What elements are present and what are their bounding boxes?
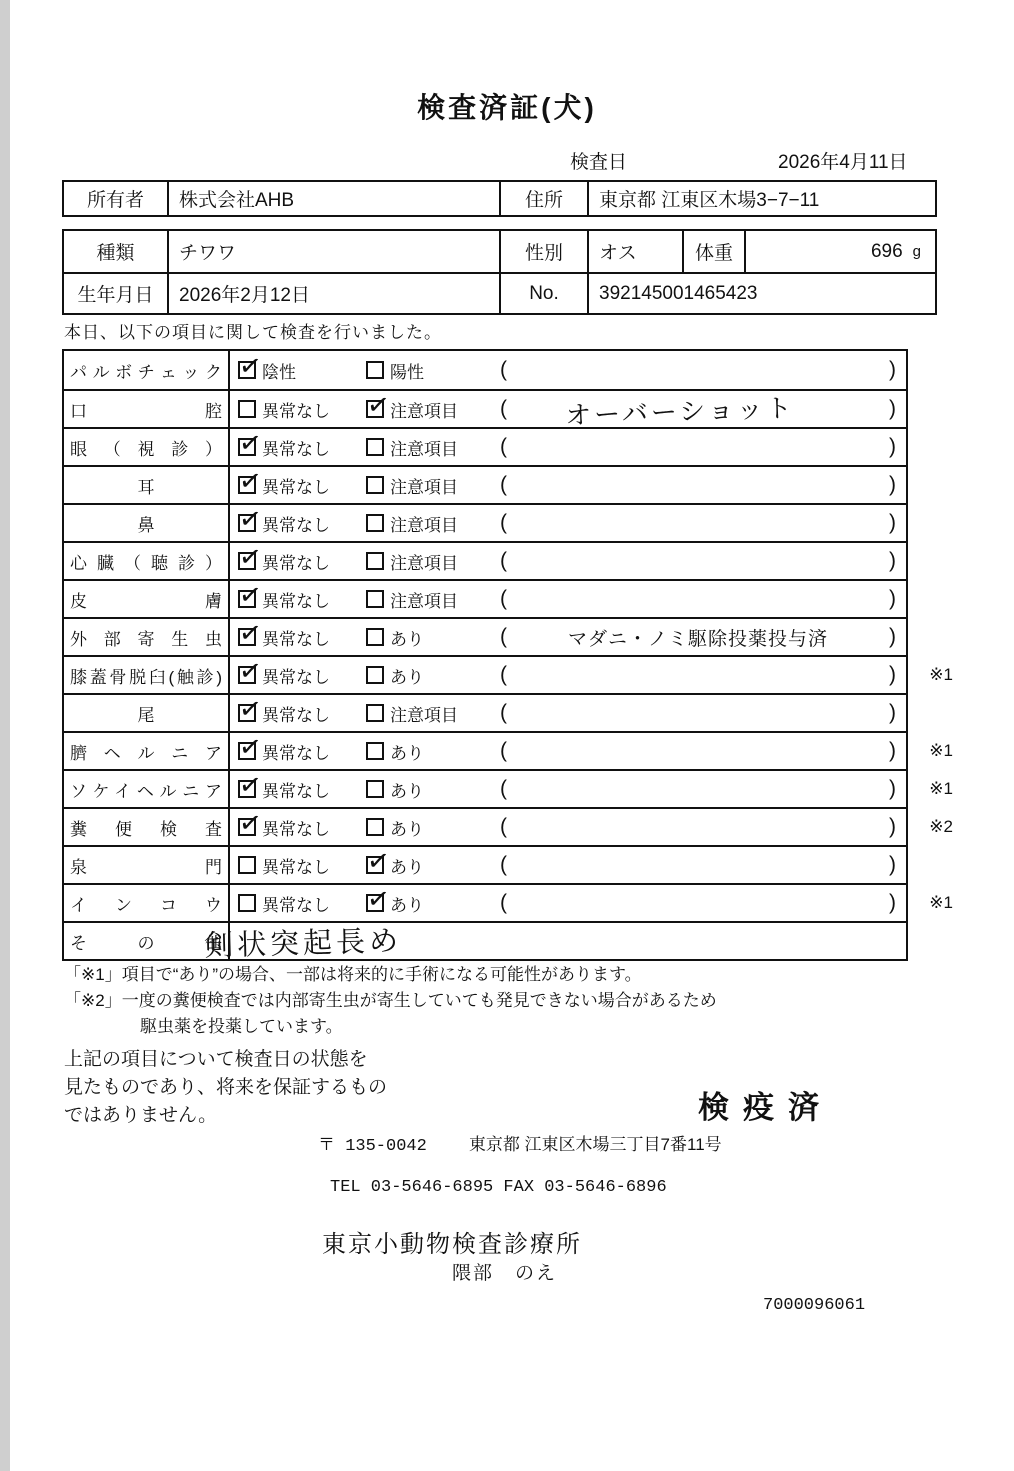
checkbox-option <box>230 701 362 726</box>
disclaimer-text <box>64 1046 387 1130</box>
paren-close: ) <box>889 397 896 420</box>
checkbox-checked-icon <box>238 742 256 760</box>
checkbox-option-label: あり <box>390 629 424 649</box>
checkbox-checked-icon <box>238 361 256 379</box>
breed-label: 種類 <box>96 243 135 264</box>
inspection-row <box>64 503 906 541</box>
inspection-row-content <box>230 505 906 541</box>
checkbox-option <box>230 473 362 498</box>
inspection-row <box>64 807 953 845</box>
page-title: 検査済証(犬) <box>417 92 597 123</box>
inspection-row-label <box>64 809 230 845</box>
paren-open: ( <box>500 587 507 610</box>
inspection-row-content <box>230 657 906 693</box>
inspection-row-label <box>64 695 230 731</box>
checkbox-option-label: あり <box>390 895 424 915</box>
footnotes <box>64 962 717 1040</box>
checkbox-option <box>362 701 500 726</box>
paren-close: ) <box>889 815 896 838</box>
finding-field <box>500 511 906 535</box>
inspection-row-label <box>64 543 230 579</box>
paren-close: ) <box>889 701 896 724</box>
checkbox-option-label: 注意項目 <box>390 439 458 459</box>
paren-close: ) <box>889 549 896 572</box>
inspection-row-label-text: 尾 <box>137 705 155 725</box>
checkbox-unchecked-icon <box>366 818 384 836</box>
paren-close: ) <box>889 511 896 534</box>
inspection-row-label-text: ソケイヘルニア <box>70 781 222 801</box>
inspection-row-content <box>230 847 906 883</box>
inspection-row-content <box>230 351 906 389</box>
checkbox-option-label: あり <box>390 781 424 801</box>
inspection-row <box>64 883 953 921</box>
address-label: 住所 <box>499 182 587 215</box>
scan-edge-artifact <box>0 0 10 1471</box>
paren-close: ) <box>889 358 896 381</box>
checkbox-checked-icon <box>238 438 256 456</box>
checkbox-option <box>362 358 500 383</box>
inspection-row-label <box>64 733 230 769</box>
checkbox-option <box>230 777 362 802</box>
checkbox-option-label: 異常なし <box>262 667 330 687</box>
finding-field <box>500 549 906 573</box>
checkbox-unchecked-icon <box>238 894 256 912</box>
inspection-date-label: 検査日 <box>570 152 628 173</box>
owner-table <box>62 180 937 217</box>
inspection-row-label-text: その他 <box>70 933 222 953</box>
paren-open: ( <box>500 815 507 838</box>
inspection-row <box>64 693 906 731</box>
inspection-row <box>64 427 906 465</box>
clinic-tel-fax: TEL 03-5646-6895 FAX 03-5646-6896 <box>330 1178 667 1197</box>
checkbox-option <box>230 397 362 422</box>
checkbox-option-label: 異常なし <box>262 895 330 915</box>
weight-label: 体重 <box>682 231 744 272</box>
clinic-name: 東京小動物検査診療所 <box>322 1231 582 1258</box>
inspection-row-label <box>64 771 230 807</box>
checkbox-option <box>362 473 500 498</box>
checkbox-option <box>362 663 500 688</box>
footnote-mark: ※1 <box>929 893 953 912</box>
paren-open: ( <box>500 435 507 458</box>
checkbox-checked-icon <box>238 628 256 646</box>
finding-field <box>500 777 906 801</box>
birthdate-label: 生年月日 <box>77 285 154 306</box>
checkbox-option <box>230 549 362 574</box>
paren-close: ) <box>889 739 896 762</box>
disclaimer-line-1: 上記の項目について検査日の状態を <box>64 1049 368 1070</box>
weight-value-cell <box>744 231 935 272</box>
paren-open: ( <box>500 397 507 420</box>
finding-field <box>500 853 906 877</box>
no-value: 392145001465423 <box>587 274 935 313</box>
inspection-row-label <box>64 467 230 503</box>
checkbox-option-label: あり <box>390 743 424 763</box>
finding-field <box>500 391 906 431</box>
checkbox-option <box>362 853 500 878</box>
inspection-row-label <box>64 391 230 427</box>
checkbox-checked-icon <box>238 818 256 836</box>
checkbox-option-label: 異常なし <box>262 857 330 877</box>
inspection-row-content <box>230 695 906 731</box>
checkbox-checked-icon <box>238 590 256 608</box>
checkbox-unchecked-icon <box>366 666 384 684</box>
inspection-row-content <box>230 467 906 503</box>
finding-field <box>500 435 906 459</box>
inspection-row <box>64 731 953 769</box>
paren-close: ) <box>889 777 896 800</box>
checkbox-unchecked-icon <box>366 476 384 494</box>
pet-row-2 <box>64 272 935 313</box>
checkbox-option <box>362 397 500 422</box>
checkbox-checked-icon <box>366 894 384 912</box>
inspection-row-content <box>230 771 906 807</box>
finding-field <box>500 739 906 763</box>
finding-field <box>500 701 906 725</box>
inspection-row-label <box>64 429 230 465</box>
paren-close: ) <box>889 587 896 610</box>
checkbox-option-label: あり <box>390 857 424 877</box>
checkbox-option-label: 異常なし <box>262 705 330 725</box>
checkbox-option-label: 注意項目 <box>390 553 458 573</box>
quarantine-stamp: 検疫済 <box>698 1090 833 1125</box>
inspection-row-label-text: 臍ヘルニア <box>70 743 222 763</box>
checkbox-option-label: 異常なし <box>262 819 330 839</box>
checkbox-checked-icon <box>366 856 384 874</box>
checkbox-option-label: 異常なし <box>262 439 330 459</box>
checkbox-option <box>362 625 500 650</box>
checkbox-unchecked-icon <box>366 704 384 722</box>
checkbox-option <box>230 739 362 764</box>
clinic-address: 東京都 江東区木場三丁目7番11号 <box>468 1135 722 1154</box>
footnote-mark: ※2 <box>929 817 953 836</box>
footnote-mark: ※1 <box>929 741 953 760</box>
inspection-row-label-text: 糞便検査 <box>70 819 222 839</box>
checkbox-unchecked-icon <box>366 628 384 646</box>
paren-close: ) <box>889 663 896 686</box>
inspection-row <box>64 465 906 503</box>
address-value: 東京都 江東区木場3−7−11 <box>587 182 935 215</box>
breed-value: チワワ <box>167 231 499 272</box>
paren-open: ( <box>500 777 507 800</box>
checkbox-option <box>362 587 500 612</box>
checkbox-checked-icon <box>238 552 256 570</box>
footnote-mark: ※1 <box>929 665 953 684</box>
checkbox-unchecked-icon <box>366 361 384 379</box>
finding-field <box>500 358 906 382</box>
checkbox-unchecked-icon <box>238 400 256 418</box>
inspection-row <box>64 845 906 883</box>
checkbox-option-label: 異常なし <box>262 553 330 573</box>
paren-open: ( <box>500 625 507 648</box>
inspection-row-content <box>230 885 906 921</box>
checkbox-unchecked-icon <box>366 514 384 532</box>
checkbox-option-label: 異常なし <box>262 515 330 535</box>
clinic-address-line <box>318 1130 722 1156</box>
checkbox-unchecked-icon <box>238 856 256 874</box>
checkbox-option-label: 異常なし <box>262 743 330 763</box>
checkbox-option <box>362 549 500 574</box>
inspection-row <box>64 769 953 807</box>
inspection-row-label <box>64 581 230 617</box>
disclaimer-line-2: 見たものであり、将来を保証するもの <box>64 1077 388 1098</box>
checkbox-option-label: 異常なし <box>262 477 330 497</box>
inspection-row-content <box>230 809 906 845</box>
checkbox-option <box>362 435 500 460</box>
finding-field <box>500 624 906 651</box>
checkbox-option <box>362 815 500 840</box>
finding-field <box>500 587 906 611</box>
inspection-row-content <box>230 543 906 579</box>
weight-value: 696 <box>870 240 903 262</box>
paren-open: ( <box>500 701 507 724</box>
handwritten-note: オーバーショット <box>564 392 796 431</box>
inspection-row-label-text: 膝蓋骨脱臼(触診) <box>70 667 222 687</box>
checkbox-checked-icon <box>238 514 256 532</box>
printed-note: マダニ・ノミ駆除投薬投与済 <box>567 628 828 650</box>
inspection-row <box>64 617 906 655</box>
inspection-row-content <box>230 429 906 465</box>
pet-table <box>62 229 937 315</box>
footnote-2: 「※2」一度の糞便検査では内部寄生虫が寄生していても発見できない場合があるため <box>64 991 717 1010</box>
finding-field <box>500 815 906 839</box>
owner-row <box>64 182 935 215</box>
inspection-row-label <box>64 351 230 389</box>
checkbox-option <box>230 815 362 840</box>
paren-open: ( <box>500 473 507 496</box>
checkbox-option <box>230 511 362 536</box>
inspection-row-label <box>64 619 230 655</box>
checkbox-option-label: 注意項目 <box>390 591 458 611</box>
checkbox-option <box>230 663 362 688</box>
paren-close: ) <box>889 435 896 458</box>
paren-close: ) <box>889 473 896 496</box>
paren-open: ( <box>500 853 507 876</box>
paren-open: ( <box>500 739 507 762</box>
inspection-row-content <box>230 391 906 431</box>
owner-value: 株式会社AHB <box>167 182 499 215</box>
inspection-row <box>64 351 906 389</box>
checkbox-option-label: 注意項目 <box>390 477 458 497</box>
pet-row-1 <box>64 231 935 272</box>
checkbox-option-label: 異常なし <box>262 629 330 649</box>
inspection-row <box>64 389 906 431</box>
finding-field <box>500 473 906 497</box>
inspection-row-label <box>64 885 230 921</box>
checkbox-unchecked-icon <box>366 742 384 760</box>
checkbox-option-label: あり <box>390 819 424 839</box>
handwritten-note: 剣状突起長め <box>203 924 403 963</box>
paren-open: ( <box>500 663 507 686</box>
paren-open: ( <box>500 511 507 534</box>
inspection-row-label-text: 外部寄生虫 <box>70 629 222 649</box>
paren-open: ( <box>500 549 507 572</box>
paren-open: ( <box>500 358 507 381</box>
checkbox-unchecked-icon <box>366 780 384 798</box>
disclaimer-line-3: ではありません。 <box>64 1105 218 1126</box>
checkbox-option-label: 陽性 <box>390 362 424 382</box>
checkbox-checked-icon <box>238 476 256 494</box>
inspection-row-label <box>64 657 230 693</box>
inspection-row <box>64 579 906 617</box>
inspection-row-content <box>230 619 906 655</box>
serial-number: 7000096061 <box>763 1296 866 1315</box>
checkbox-option <box>362 777 500 802</box>
checkbox-option <box>230 358 362 383</box>
checkbox-option <box>362 891 500 916</box>
checkbox-option <box>230 435 362 460</box>
footnote-mark: ※1 <box>929 779 953 798</box>
clinic-postal-code: 〒 135-0042 <box>318 1137 427 1156</box>
weight-unit: g <box>912 243 921 260</box>
intro-text: 本日、以下の項目に関して検査を行いました。 <box>64 323 442 342</box>
birthdate-value: 2026年2月12日 <box>167 274 499 313</box>
inspection-row-content <box>230 733 906 769</box>
inspection-row-label-text: 耳 <box>137 477 155 497</box>
inspection-row-label <box>64 505 230 541</box>
finding-field <box>500 891 906 915</box>
paren-close: ) <box>889 853 896 876</box>
inspection-row <box>64 921 906 963</box>
inspection-row-content <box>203 923 906 963</box>
checkbox-checked-icon <box>238 704 256 722</box>
checkbox-option-label: 陰性 <box>262 362 296 382</box>
veterinarian-name: 隈部 のえ <box>452 1263 558 1284</box>
inspection-row-label-text: 口腔 <box>70 401 222 421</box>
checkbox-option <box>230 625 362 650</box>
checkbox-option <box>230 853 362 878</box>
inspection-row <box>64 541 906 579</box>
paren-close: ) <box>889 891 896 914</box>
checkbox-option-label: 注意項目 <box>390 401 458 421</box>
inspection-row-label-text: 泉門 <box>70 857 222 877</box>
checkbox-option-label: 異常なし <box>262 401 330 421</box>
checkbox-option-label: 異常なし <box>262 781 330 801</box>
inspection-row-content <box>230 581 906 617</box>
inspection-row-label-text: インコウ <box>70 895 222 915</box>
inspection-row-label-text: 鼻 <box>137 515 155 535</box>
checkbox-option-label: 注意項目 <box>390 705 458 725</box>
checkbox-checked-icon <box>366 400 384 418</box>
checkbox-unchecked-icon <box>366 590 384 608</box>
inspection-row-label-text: パルボチェック <box>70 362 222 382</box>
no-label: No. <box>499 274 587 313</box>
checkbox-checked-icon <box>238 780 256 798</box>
inspection-row-label-text: 心臓（聴診） <box>70 553 222 573</box>
inspection-row-label <box>64 847 230 883</box>
checkbox-option-label: あり <box>390 667 424 687</box>
checkbox-unchecked-icon <box>366 552 384 570</box>
inspection-row-label-text: 眼（視診） <box>70 439 222 459</box>
sex-value: オス <box>587 231 682 272</box>
footnote-1: 「※1」項目で“あり”の場合、一部は将来的に手術になる可能性があります。 <box>64 965 642 984</box>
footnote-2-continued: 駆虫薬を投薬しています。 <box>140 1017 343 1036</box>
checkbox-checked-icon <box>238 666 256 684</box>
owner-label: 所有者 <box>86 190 144 211</box>
checkbox-unchecked-icon <box>366 438 384 456</box>
checkbox-option <box>230 587 362 612</box>
inspection-row <box>64 655 953 693</box>
finding-field <box>500 663 906 687</box>
checkbox-option-label: 異常なし <box>262 591 330 611</box>
checkbox-option <box>362 511 500 536</box>
checkbox-option <box>362 739 500 764</box>
inspection-date-value: 2026年4月11日 <box>778 152 908 173</box>
checkbox-option <box>230 891 362 916</box>
paren-close: ) <box>889 625 896 648</box>
sex-label: 性別 <box>499 231 587 272</box>
inspection-table <box>62 349 953 963</box>
inspection-row-label-text: 皮膚 <box>70 591 222 611</box>
paren-open: ( <box>500 891 507 914</box>
checkbox-option-label: 注意項目 <box>390 515 458 535</box>
